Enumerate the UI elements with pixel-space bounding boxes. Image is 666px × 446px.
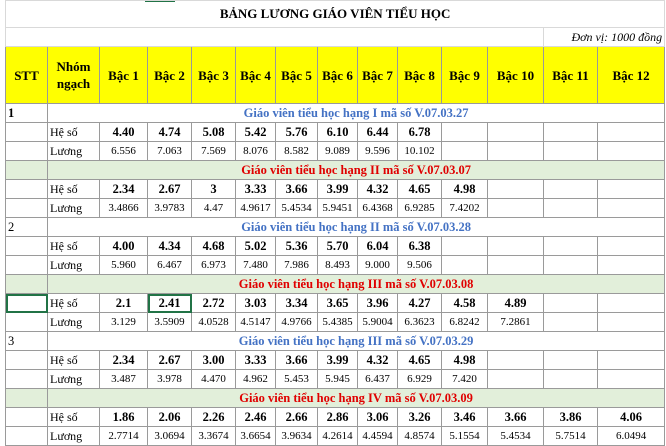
value-cell[interactable] — [442, 237, 488, 256]
value-cell[interactable]: 4.34 — [148, 237, 192, 256]
value-cell[interactable]: 2.86 — [318, 408, 358, 427]
value-cell[interactable]: 5.4385 — [318, 313, 358, 332]
value-cell[interactable]: 5.4534 — [276, 199, 318, 218]
value-cell[interactable] — [488, 351, 544, 370]
row-stt-cell[interactable] — [6, 351, 48, 370]
value-cell[interactable] — [598, 142, 665, 161]
header-bac-8: Bậc 8 — [398, 47, 442, 104]
section-row — [6, 389, 665, 408]
value-cell[interactable]: 4.2614 — [318, 427, 358, 446]
header-bac-11: Bậc 11 — [544, 47, 598, 104]
value-cell[interactable]: 3.86 — [544, 408, 598, 427]
value-cell[interactable] — [488, 256, 544, 275]
value-cell[interactable] — [544, 294, 598, 313]
value-cell[interactable]: 5.36 — [276, 237, 318, 256]
value-cell[interactable]: 3.487 — [100, 370, 148, 389]
table-row — [6, 237, 665, 256]
value-cell[interactable]: 5.02 — [236, 237, 276, 256]
section-row — [6, 275, 665, 294]
value-cell[interactable]: 7.2861 — [488, 313, 544, 332]
value-cell[interactable]: 3.5909 — [148, 313, 192, 332]
value-cell[interactable]: 5.960 — [100, 256, 148, 275]
value-cell[interactable]: 2.67 — [148, 180, 192, 199]
row-label[interactable]: Lương — [48, 256, 100, 275]
value-cell[interactable]: 6.9285 — [398, 199, 442, 218]
value-cell[interactable]: 4.470 — [192, 370, 236, 389]
section-row — [6, 218, 665, 237]
row-label[interactable]: Hệ số — [48, 294, 100, 313]
header-bac-10: Bậc 10 — [488, 47, 544, 104]
value-cell[interactable]: 8.076 — [236, 142, 276, 161]
row-stt-cell[interactable] — [6, 370, 48, 389]
value-cell[interactable]: 4.9766 — [276, 313, 318, 332]
value-cell[interactable]: 3.3674 — [192, 427, 236, 446]
value-cell[interactable]: 6.3623 — [398, 313, 442, 332]
value-cell[interactable]: 3.65 — [318, 294, 358, 313]
value-cell[interactable] — [598, 256, 665, 275]
table-row — [6, 294, 665, 313]
value-cell[interactable]: 6.973 — [192, 256, 236, 275]
table-row — [6, 256, 665, 275]
table-row — [6, 370, 665, 389]
row-stt-cell[interactable] — [6, 142, 48, 161]
value-cell[interactable]: 3.66 — [488, 408, 544, 427]
header-bac-3: Bậc 3 — [192, 47, 236, 104]
value-cell[interactable]: 6.78 — [398, 123, 442, 142]
row-stt-cell[interactable] — [6, 256, 48, 275]
header-bac-1: Bậc 1 — [100, 47, 148, 104]
value-cell[interactable] — [598, 351, 665, 370]
value-cell[interactable]: 3.9783 — [148, 199, 192, 218]
value-cell[interactable]: 4.4594 — [358, 427, 398, 446]
row-label[interactable]: Lương — [48, 370, 100, 389]
value-cell[interactable]: 4.5147 — [236, 313, 276, 332]
value-cell[interactable]: 5.9004 — [358, 313, 398, 332]
value-cell[interactable] — [488, 123, 544, 142]
section-title: Giáo viên tiểu học hạng IV mã số V.07.03.09 — [48, 389, 665, 408]
blank-cell — [6, 28, 544, 47]
value-cell[interactable]: 4.962 — [236, 370, 276, 389]
value-cell[interactable]: 7.063 — [148, 142, 192, 161]
row-stt-cell[interactable] — [6, 199, 48, 218]
value-cell[interactable]: 3.03 — [236, 294, 276, 313]
header-row — [6, 47, 665, 104]
value-cell[interactable]: 3.66 — [276, 180, 318, 199]
value-cell[interactable]: 5.7514 — [544, 427, 598, 446]
section-stt: 2 — [6, 218, 48, 237]
value-cell[interactable]: 5.1554 — [442, 427, 488, 446]
value-cell[interactable]: 3.129 — [100, 313, 148, 332]
value-cell[interactable]: 9.089 — [318, 142, 358, 161]
value-cell[interactable]: 4.27 — [398, 294, 442, 313]
value-cell[interactable] — [544, 142, 598, 161]
salary-sheet — [5, 0, 664, 446]
value-cell[interactable]: 7.569 — [192, 142, 236, 161]
section-row — [6, 161, 665, 180]
value-cell[interactable]: 3.4866 — [100, 199, 148, 218]
value-cell[interactable]: 2.26 — [192, 408, 236, 427]
value-cell[interactable]: 6.04 — [358, 237, 398, 256]
value-cell[interactable]: 5.4534 — [488, 427, 544, 446]
row-stt-cell[interactable] — [6, 408, 48, 427]
row-stt-cell[interactable] — [6, 313, 48, 332]
section-stt — [6, 389, 48, 408]
value-cell[interactable]: 3.34 — [276, 294, 318, 313]
value-cell[interactable] — [488, 237, 544, 256]
value-cell[interactable]: 6.44 — [358, 123, 398, 142]
value-cell[interactable]: 8.582 — [276, 142, 318, 161]
section-title: Giáo viên tiểu học hạng II mã số V.07.03.28 — [48, 218, 665, 237]
value-cell[interactable]: 3.66 — [276, 351, 318, 370]
value-cell[interactable] — [544, 351, 598, 370]
value-cell[interactable]: 6.4368 — [358, 199, 398, 218]
value-cell[interactable]: 6.10 — [318, 123, 358, 142]
value-cell[interactable] — [544, 370, 598, 389]
header-bac-4: Bậc 4 — [236, 47, 276, 104]
section-title: Giáo viên tiểu học hạng I mã số V.07.03.27 — [48, 104, 665, 123]
value-cell[interactable] — [442, 123, 488, 142]
value-cell[interactable]: 3.33 — [236, 180, 276, 199]
value-cell[interactable] — [544, 123, 598, 142]
value-cell[interactable] — [598, 123, 665, 142]
value-cell[interactable]: 9.596 — [358, 142, 398, 161]
value-cell[interactable]: 6.467 — [148, 256, 192, 275]
value-cell[interactable]: 2.46 — [236, 408, 276, 427]
value-cell[interactable]: 5.453 — [276, 370, 318, 389]
value-cell[interactable]: 2.06 — [148, 408, 192, 427]
value-cell[interactable]: 4.65 — [398, 351, 442, 370]
header-bac-5: Bậc 5 — [276, 47, 318, 104]
value-cell[interactable]: 6.38 — [398, 237, 442, 256]
row-label[interactable]: Lương — [48, 313, 100, 332]
section-stt: 1 — [6, 104, 48, 123]
value-cell[interactable]: 4.00 — [100, 237, 148, 256]
value-cell[interactable]: 3.99 — [318, 351, 358, 370]
table-row — [6, 180, 665, 199]
value-cell[interactable] — [544, 180, 598, 199]
value-cell[interactable]: 4.65 — [398, 180, 442, 199]
value-cell[interactable] — [544, 313, 598, 332]
value-cell[interactable] — [442, 142, 488, 161]
value-cell[interactable]: 3.6654 — [236, 427, 276, 446]
value-cell[interactable]: 3.26 — [398, 408, 442, 427]
value-cell[interactable]: 5.42 — [236, 123, 276, 142]
value-cell[interactable]: 6.556 — [100, 142, 148, 161]
table-row — [6, 351, 665, 370]
section-stt: 3 — [6, 332, 48, 351]
value-cell[interactable]: 3 — [192, 180, 236, 199]
value-cell[interactable]: 7.986 — [276, 256, 318, 275]
unit-label: Đơn vị: 1000 đồng — [544, 28, 665, 47]
value-cell[interactable] — [598, 294, 665, 313]
row-label[interactable]: Lương — [48, 142, 100, 161]
value-cell[interactable]: 3.978 — [148, 370, 192, 389]
value-cell[interactable]: 3.96 — [358, 294, 398, 313]
value-cell[interactable]: 3.46 — [442, 408, 488, 427]
value-cell[interactable]: 4.8574 — [398, 427, 442, 446]
value-cell[interactable] — [488, 142, 544, 161]
value-cell[interactable]: 5.945 — [318, 370, 358, 389]
value-cell[interactable]: 7.480 — [236, 256, 276, 275]
section-stt — [6, 161, 48, 180]
row-label[interactable]: Hệ số — [48, 123, 100, 142]
value-cell[interactable] — [488, 370, 544, 389]
value-cell[interactable]: 3.9634 — [276, 427, 318, 446]
row-stt-cell[interactable] — [6, 427, 48, 446]
table-row — [6, 199, 665, 218]
header-bac-7: Bậc 7 — [358, 47, 398, 104]
value-cell[interactable]: 6.437 — [358, 370, 398, 389]
section-stt — [6, 275, 48, 294]
value-cell[interactable]: 9.506 — [398, 256, 442, 275]
row-label[interactable]: Hệ số — [48, 351, 100, 370]
value-cell[interactable]: 4.74 — [148, 123, 192, 142]
value-cell[interactable] — [598, 237, 665, 256]
row-label[interactable]: Hệ số — [48, 180, 100, 199]
value-cell[interactable]: 6.929 — [398, 370, 442, 389]
value-cell[interactable] — [442, 256, 488, 275]
row-stt-cell[interactable] — [6, 294, 48, 313]
value-cell[interactable]: 9.000 — [358, 256, 398, 275]
value-cell[interactable]: 4.68 — [192, 237, 236, 256]
row-label[interactable]: Lương — [48, 427, 100, 446]
value-cell[interactable] — [598, 199, 665, 218]
value-cell[interactable]: 10.102 — [398, 142, 442, 161]
value-cell[interactable] — [598, 180, 665, 199]
value-cell[interactable] — [544, 237, 598, 256]
header-bac-2: Bậc 2 — [148, 47, 192, 104]
value-cell[interactable]: 7.420 — [442, 370, 488, 389]
value-cell[interactable]: 4.32 — [358, 180, 398, 199]
table-row — [6, 142, 665, 161]
value-cell[interactable]: 4.40 — [100, 123, 148, 142]
table-row — [6, 313, 665, 332]
header-bac-6: Bậc 6 — [318, 47, 358, 104]
value-cell[interactable] — [598, 370, 665, 389]
value-cell[interactable]: 3.06 — [358, 408, 398, 427]
value-cell[interactable]: 4.98 — [442, 180, 488, 199]
value-cell[interactable] — [544, 199, 598, 218]
value-cell[interactable]: 2.66 — [276, 408, 318, 427]
value-cell[interactable]: 4.47 — [192, 199, 236, 218]
value-cell[interactable]: 5.08 — [192, 123, 236, 142]
value-cell[interactable]: 2.72 — [192, 294, 236, 313]
value-cell[interactable]: 6.8242 — [442, 313, 488, 332]
section-title: Giáo viên tiểu học hạng II mã số V.07.03.07 — [48, 161, 665, 180]
value-cell[interactable]: 2.34 — [100, 180, 148, 199]
section-row — [6, 332, 665, 351]
header-nhom: Nhóm ngạch — [48, 47, 100, 104]
section-title: Giáo viên tiểu học hạng III mã số V.07.03.08 — [48, 275, 665, 294]
value-cell[interactable]: 2.1 — [100, 294, 148, 313]
row-label[interactable]: Hệ số — [48, 237, 100, 256]
row-stt-cell[interactable] — [6, 123, 48, 142]
value-cell[interactable]: 5.70 — [318, 237, 358, 256]
salary-table — [5, 0, 665, 446]
table-row — [6, 427, 665, 446]
value-cell[interactable]: 7.4202 — [442, 199, 488, 218]
table-row — [6, 408, 665, 427]
value-cell[interactable]: 3.00 — [192, 351, 236, 370]
value-cell[interactable] — [488, 199, 544, 218]
row-label[interactable]: Lương — [48, 199, 100, 218]
value-cell[interactable]: 1.86 — [100, 408, 148, 427]
section-row — [6, 104, 665, 123]
header-stt: STT — [6, 47, 48, 104]
value-cell[interactable] — [598, 313, 665, 332]
value-cell[interactable] — [488, 180, 544, 199]
value-cell[interactable]: 2.7714 — [100, 427, 148, 446]
table-title: BẢNG LƯƠNG GIÁO VIÊN TIỂU HỌC — [6, 1, 665, 28]
row-stt-cell[interactable] — [6, 180, 48, 199]
value-cell[interactable] — [544, 256, 598, 275]
value-cell[interactable]: 5.76 — [276, 123, 318, 142]
value-cell[interactable]: 4.58 — [442, 294, 488, 313]
value-cell[interactable]: 3.0694 — [148, 427, 192, 446]
value-cell[interactable]: 4.9617 — [236, 199, 276, 218]
table-row — [6, 123, 665, 142]
value-cell[interactable]: 2.41 — [148, 294, 192, 313]
row-stt-cell[interactable] — [6, 237, 48, 256]
value-cell[interactable]: 2.34 — [100, 351, 148, 370]
value-cell[interactable]: 2.67 — [148, 351, 192, 370]
section-title: Giáo viên tiểu học hạng III mã số V.07.03.29 — [48, 332, 665, 351]
value-cell[interactable]: 4.0528 — [192, 313, 236, 332]
value-cell[interactable]: 4.98 — [442, 351, 488, 370]
value-cell[interactable]: 3.99 — [318, 180, 358, 199]
value-cell[interactable]: 8.493 — [318, 256, 358, 275]
row-label[interactable]: Hệ số — [48, 408, 100, 427]
value-cell[interactable]: 4.89 — [488, 294, 544, 313]
header-bac-12: Bậc 12 — [598, 47, 665, 104]
value-cell[interactable]: 4.06 — [598, 408, 665, 427]
header-bac-9: Bậc 9 — [442, 47, 488, 104]
value-cell[interactable]: 6.0494 — [598, 427, 665, 446]
value-cell[interactable]: 5.9451 — [318, 199, 358, 218]
value-cell[interactable]: 3.33 — [236, 351, 276, 370]
value-cell[interactable]: 4.32 — [358, 351, 398, 370]
